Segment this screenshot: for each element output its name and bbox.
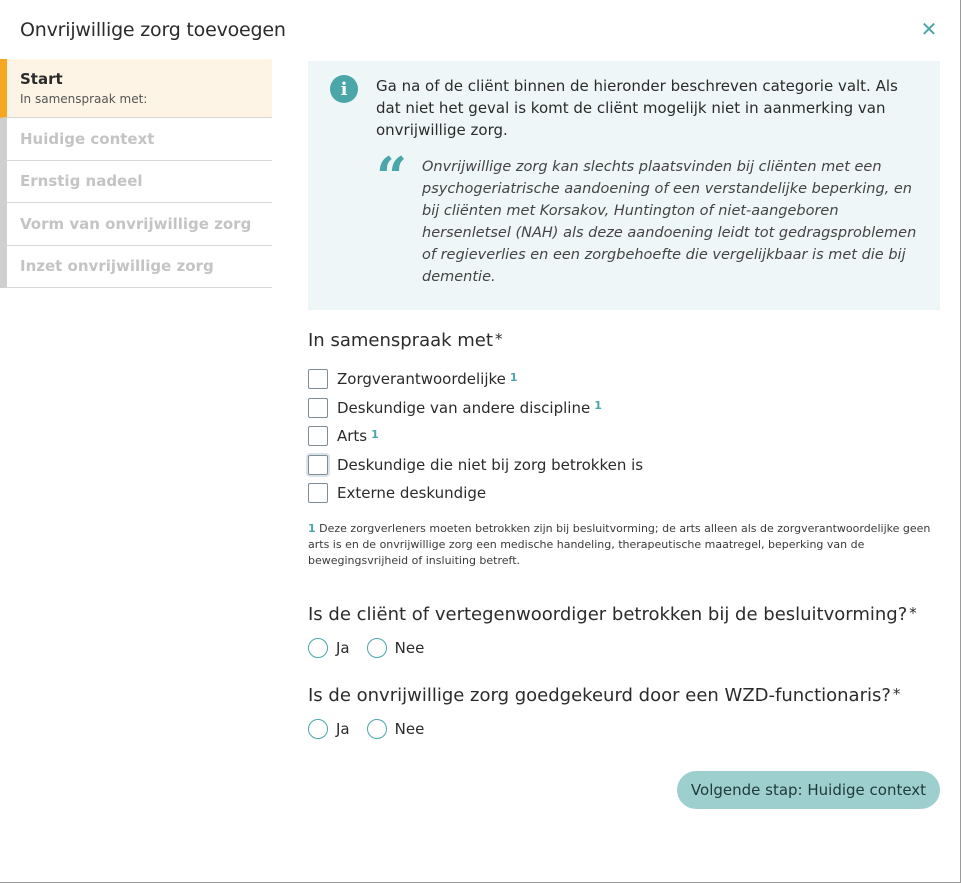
checkbox-label: Deskundige van andere discipline [337, 398, 591, 417]
next-step-button[interactable]: Volgende stap: Huidige context [677, 771, 940, 809]
consult-option-deskundige-niet-betrokken[interactable] [308, 451, 940, 480]
radio-label: Nee [394, 719, 425, 738]
step-vorm-onvrijwillige-zorg[interactable] [0, 203, 272, 246]
footnote-marker: 1 [371, 427, 379, 441]
step-label: Huidige context [20, 129, 155, 148]
quote-block [376, 145, 920, 288]
checkbox[interactable] [308, 426, 328, 446]
checkbox[interactable] [308, 455, 328, 475]
footnote [308, 521, 933, 569]
quote-icon: “ [376, 145, 408, 209]
question-wzd-approved [308, 685, 940, 706]
question-text: Is de cliënt of vertegenwoordiger betrokken bij de besluitvorming? [308, 603, 908, 625]
info-text: Ga na of de cliënt binnen de hieronder beschreven categorie valt. Als dat niet het geval is komt de cliënt mogelijk niet in aanmerking van onvrijwillige zorg. [376, 77, 898, 139]
checkbox[interactable] [308, 369, 328, 389]
consult-option-arts[interactable] [308, 422, 940, 451]
radio-group-client-involved [308, 637, 940, 659]
radio-option-ja[interactable] [308, 719, 350, 739]
radio-option-nee[interactable] [367, 719, 425, 739]
close-button[interactable] [918, 18, 940, 40]
radio-option-nee[interactable] [367, 638, 425, 658]
radio-button[interactable] [367, 719, 387, 739]
step-sublabel: In samenspraak met: [20, 92, 148, 106]
info-icon: i [330, 75, 358, 103]
footnote-marker: 1 [509, 370, 518, 384]
close-icon: ✕ [920, 17, 938, 41]
footnote-marker: 1 [594, 399, 602, 413]
radio-button[interactable] [367, 638, 387, 658]
consult-title [308, 330, 940, 351]
step-label: Start [20, 70, 63, 88]
step-label: Vorm van onvrijwillige zorg [20, 214, 252, 233]
question-text: Is de onvrijwillige zorg goedgekeurd door een WZD-functionaris? [308, 684, 891, 706]
info-panel [308, 61, 940, 310]
radio-button[interactable] [308, 719, 328, 739]
modal-title: Onvrijwillige zorg toevoegen [20, 19, 286, 41]
consult-title-text: In samenspraak met [308, 330, 493, 351]
consult-option-deskundige-andere-discipline[interactable] [308, 394, 940, 423]
checkbox-label: Deskundige die niet bij zorg betrokken is [337, 455, 644, 474]
step-huidige-context[interactable] [0, 118, 272, 161]
radio-label: Ja [336, 719, 350, 738]
checkbox[interactable] [308, 483, 328, 503]
question-client-involved [308, 604, 940, 625]
checkbox-label: Arts [337, 427, 368, 446]
consult-checkbox-group [308, 365, 940, 508]
consult-option-externe-deskundige[interactable] [308, 479, 940, 508]
step-navigation [0, 59, 272, 288]
main-content [308, 61, 940, 740]
checkbox[interactable] [308, 398, 328, 418]
step-ernstig-nadeel[interactable] [0, 161, 272, 204]
quote-text: Onvrijwillige zorg kan slechts plaatsvinden bij cliënten met een psychogeriatrische aandoening of een verstandelijke beperking, en bij cliënten met Korsakov, Huntington of niet-aangeboren hersenletsel (NAH) als deze aandoening leidt tot gedragsproblemen of regieverlies en een zorgbehoefte die vergelijkbaar is met die bij dementie. [422, 159, 917, 285]
checkbox-label: Zorgverantwoordelijke [337, 370, 506, 389]
radio-label: Ja [336, 638, 350, 657]
step-label: Ernstig nadeel [20, 172, 143, 191]
radio-label: Nee [394, 638, 425, 657]
required-marker: * [892, 684, 901, 703]
step-start[interactable] [0, 59, 272, 118]
step-inzet-onvrijwillige-zorg[interactable] [0, 246, 272, 289]
footnote-number: 1 [308, 521, 316, 535]
radio-group-wzd-approved [308, 718, 940, 740]
radio-option-ja[interactable] [308, 638, 350, 658]
step-label: Inzet onvrijwillige zorg [20, 257, 214, 276]
consult-option-zorgverantwoordelijke[interactable] [308, 365, 940, 394]
required-marker: * [909, 603, 917, 622]
required-marker: * [494, 330, 503, 348]
footnote-text: Deze zorgverleners moeten betrokken zijn bij besluitvorming; de arts alleen als de zorgverantwoordelijke geen arts is en de onvrijwillige zorg een medische handeling, therapeutische maatregel, beperking van de bewegingsvrijheid of insluiting betreft. [308, 521, 931, 567]
radio-button[interactable] [308, 638, 328, 658]
checkbox-label: Externe deskundige [337, 484, 487, 503]
